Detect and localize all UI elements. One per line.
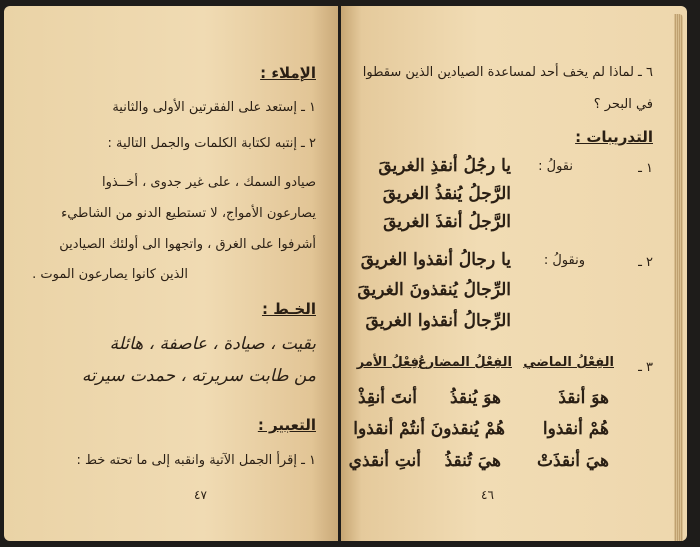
exercise-2-say: ونقولُ :	[543, 253, 585, 268]
question-6-line-1: ٦ ـ لماذا لم يخف أحد لمساعدة الصيادين الذين سقطوا	[362, 65, 653, 80]
exercise-3-number: ٣ ـ	[638, 360, 653, 375]
handwriting-line-2: من طابت سريرته ، حمدت سيرته	[81, 366, 316, 386]
left-page	[4, 6, 338, 541]
page-number-right: ٤٦	[481, 488, 494, 502]
ex3-row-2-present: هُمْ يُنقذونَ	[430, 419, 505, 439]
ex3-row-1-past: هوَ أنقذَ	[558, 388, 609, 408]
ex3-row-3-past: هيَ أنقذَتْ	[536, 451, 609, 471]
heading-tadribat: التدريبات :	[575, 128, 653, 146]
exercise-1-line-1: يا رجُلُ أنقذِ الغريقَ	[378, 156, 511, 176]
imla-paragraph-line-3: أشرفوا على الغرق ، واتجهوا الى أولئك الصيادين	[59, 237, 316, 252]
ex3-row-2-past: هُمْ أنقذوا	[542, 419, 609, 439]
exercise-2-line-2: الرِّجالُ يُنقذونَ الغريقَ	[357, 280, 511, 300]
ex3-row-3-imperative: أنتِ أنقذي	[348, 451, 421, 471]
heading-imla: الإملاء :	[260, 64, 316, 82]
imla-paragraph-line-1: صيادو السمك ، على غير جدوى ، أخــذوا	[101, 175, 316, 190]
exercise-1-number: ١ ـ	[638, 161, 653, 176]
exercise-2-line-1: يا رجالُ أنقذوا الغريقَ	[360, 250, 511, 270]
ex3-row-1-present: هوَ يُنقذُ	[449, 388, 501, 408]
ex3-row-1-imperative: أنتَ أنقِذْ	[357, 388, 417, 408]
exercise-1-say: نقولُ :	[538, 159, 573, 174]
handwriting-line-1: بقيت ، صيادة ، عاصفة ، هائلة	[109, 334, 316, 354]
exercise-2-line-3: الرِّجالُ أنقذوا الغريقَ	[365, 311, 511, 331]
exercise-1-line-2: الرَّجلُ يُنقذُ الغريقَ	[382, 184, 511, 204]
ex3-header-present: الفِعْلُ المضارعُ	[417, 355, 512, 370]
ex3-header-imperative: فِعْلُ الأمر	[356, 355, 419, 370]
imla-item-2: ٢ ـ إنتبه لكتابة الكلمات والجمل التالية :	[107, 136, 316, 151]
imla-item-1: ١ ـ إستعد على الفقرتين الأولى والثانية	[112, 100, 316, 115]
ex3-header-past: الفِعْلُ الماضي	[523, 355, 614, 370]
imla-paragraph-line-2: يصارعون الأمواج، لا تستطيع الدنو من الشاطيء	[61, 206, 316, 221]
page-edges	[674, 14, 683, 541]
exercise-2-number: ٢ ـ	[638, 255, 653, 270]
exercise-1-line-3: الرَّجلُ أنقذَ الغريقَ	[383, 212, 511, 232]
page-number-left: ٤٧	[194, 488, 207, 502]
question-6-line-2: في البحر ؟	[593, 97, 653, 112]
heading-tabir: التعبير :	[257, 416, 316, 434]
right-page	[341, 6, 687, 541]
imla-paragraph-line-4: الذين كانوا يصارعون الموت .	[32, 267, 188, 282]
heading-khatt: الخـط :	[262, 300, 316, 318]
ex3-row-3-present: هيَ تُنقذُ	[444, 451, 501, 471]
ex3-row-2-imperative: أنتُمْ أنقذوا	[353, 419, 425, 439]
tabir-item-1: ١ ـ إقرأ الجمل الآتية وانقبه إلى ما تحته خط :	[76, 453, 316, 468]
